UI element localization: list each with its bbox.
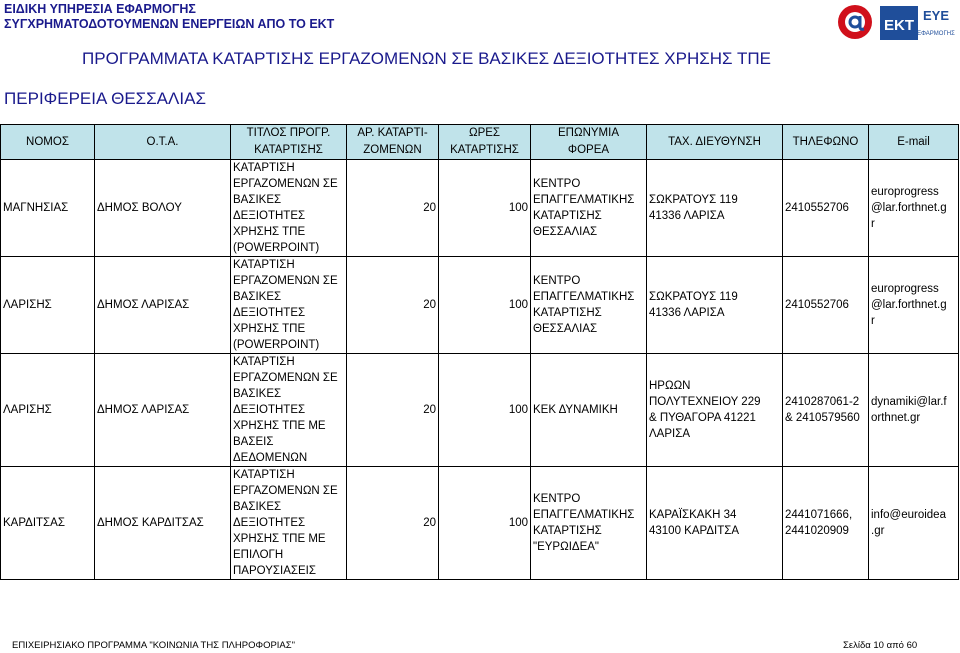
cell-address bbox=[647, 467, 783, 580]
cell-provider-line: ΚΑΤΑΡΤΙΣΗΣ bbox=[533, 307, 602, 319]
cell-title-line: ΠΑΡΟΥΣΙΑΣΕΙΣ bbox=[233, 565, 316, 577]
cell-phone-line: 2410552706 bbox=[785, 299, 849, 311]
cell-title-line: ΧΡΗΣΗΣ ΤΠΕ ΜΕ bbox=[233, 420, 326, 432]
cell-title-line: ΚΑΤΑΡΤΙΣΗ bbox=[233, 259, 295, 271]
cell-email-line: europrogress bbox=[871, 186, 939, 198]
cell-address-line: 41336 ΛΑΡΙΣΑ bbox=[649, 307, 725, 319]
cell-title-line: ΕΡΓΑΖΟΜΕΝΩΝ ΣΕ bbox=[233, 178, 338, 190]
cell-hours: 100 bbox=[439, 354, 531, 467]
cell-address-line: ΛΑΡΙΣΑ bbox=[649, 428, 690, 440]
eye-logo-subtext: ΕΦΑΡΜΟΓΗΣ bbox=[917, 31, 955, 37]
cell-provider-line: ΚΕΝΤΡΟ bbox=[533, 275, 581, 287]
cell-title-line: ΧΡΗΣΗΣ ΤΠΕ bbox=[233, 323, 306, 335]
cell-provider-line: ΘΕΣΣΑΛΙΑΣ bbox=[533, 323, 598, 335]
cell-title-line: ΔΕΞΙΟΤΗΤΕΣ bbox=[233, 404, 306, 416]
cell-provider-line: ΕΠΑΓΓΕΛΜΑΤΙΚΗΣ bbox=[533, 509, 635, 521]
cell-address-line: ΠΟΛΥΤΕΧΝΕΙΟΥ 229 bbox=[649, 396, 761, 408]
footer-page-number: Σελίδα 10 από 60 bbox=[843, 640, 918, 651]
header-email: E-mail bbox=[869, 125, 959, 160]
cell-title-line: ΔΕΞΙΟΤΗΤΕΣ bbox=[233, 307, 306, 319]
cell-nomos: ΛΑΡΙΣΗΣ bbox=[1, 354, 95, 467]
cell-title-line: ΔΕΞΙΟΤΗΤΕΣ bbox=[233, 210, 306, 222]
cell-nomos: ΛΑΡΙΣΗΣ bbox=[1, 257, 95, 354]
cell-title bbox=[231, 257, 347, 354]
cell-trainees: 20 bbox=[347, 160, 439, 257]
cell-email-line: @lar.forthnet.g bbox=[871, 299, 947, 311]
cell-title-line: (POWERPOINT) bbox=[233, 339, 320, 351]
cell-provider-line: ΕΠΑΓΓΕΛΜΑΤΙΚΗΣ bbox=[533, 291, 635, 303]
cell-address-line: ΚΑΡΑΪΣΚΑΚΗ 34 bbox=[649, 509, 737, 521]
header-hours: ΩΡΕΣ ΚΑΤΑΡΤΙΣΗΣ bbox=[439, 125, 531, 160]
cell-email-line: orthnet.gr bbox=[871, 412, 921, 424]
cell-hours: 100 bbox=[439, 257, 531, 354]
cell-trainees: 20 bbox=[347, 354, 439, 467]
cell-email-line: @lar.forthnet.g bbox=[871, 202, 947, 214]
cell-phone bbox=[783, 160, 869, 257]
cell-title-line: ΔΕΔΟΜΕΝΩΝ bbox=[233, 452, 308, 464]
cell-trainees: 20 bbox=[347, 467, 439, 580]
cell-provider-line: ΚΕΝΤΡΟ bbox=[533, 493, 581, 505]
header-nomos: ΝΟΜΟΣ bbox=[1, 125, 95, 160]
cell-provider bbox=[531, 467, 647, 580]
cell-nomos: ΚΑΡΔΙΤΣΑΣ bbox=[1, 467, 95, 580]
cell-title bbox=[231, 467, 347, 580]
cell-title-line: ΒΑΣΙΚΕΣ bbox=[233, 291, 282, 303]
cell-provider-line: ΚΕΚ ΔΥΝΑΜΙΚΗ bbox=[533, 404, 618, 416]
cell-title-line: ΒΑΣΙΚΕΣ bbox=[233, 388, 282, 400]
cell-title bbox=[231, 354, 347, 467]
cell-provider-line: ΘΕΣΣΑΛΙΑΣ bbox=[533, 226, 598, 238]
cell-title-line: ΚΑΤΑΡΤΙΣΗ bbox=[233, 356, 295, 368]
agency-name-line2: ΣΥΓΧΡΗΜΑΤΟΔΟΤΟΥΜΕΝΩΝ ΕΝΕΡΓΕΙΩΝ ΑΠΟ ΤΟ ΕΚΤ bbox=[4, 17, 335, 31]
cell-title-line: (POWERPOINT) bbox=[233, 242, 320, 254]
logo-group bbox=[836, 2, 958, 44]
cell-address-line: ΗΡΩΩΝ bbox=[649, 380, 691, 392]
cell-provider-line: ΚΑΤΑΡΤΙΣΗΣ bbox=[533, 525, 602, 537]
header-trainees: ΑΡ. ΚΑΤΑΡΤΙ- ΖΟΜΕΝΩΝ bbox=[347, 125, 439, 160]
cell-provider-line: ΚΕΝΤΡΟ bbox=[533, 178, 581, 190]
logo-graphics bbox=[836, 2, 958, 44]
cell-provider bbox=[531, 160, 647, 257]
cell-ota: ΔΗΜΟΣ ΒΟΛΟΥ bbox=[95, 160, 231, 257]
cell-provider bbox=[531, 354, 647, 467]
cell-nomos: ΜΑΓΝΗΣΙΑΣ bbox=[1, 160, 95, 257]
cell-phone bbox=[783, 467, 869, 580]
cell-title-line: ΒΑΣΕΙΣ bbox=[233, 436, 274, 448]
cell-address-line: 41336 ΛΑΡΙΣΑ bbox=[649, 210, 725, 222]
cell-email bbox=[869, 257, 959, 354]
cell-address bbox=[647, 160, 783, 257]
header-phone: ΤΗΛΕΦΩΝΟ bbox=[783, 125, 869, 160]
cell-title-line: ΕΠΙΛΟΓΗ bbox=[233, 549, 284, 561]
agency-name-line1: ΕΙΔΙΚΗ ΥΠΗΡΕΣΙΑ ΕΦΑΡΜΟΓΗΣ bbox=[4, 2, 196, 16]
header-title: ΤΙΤΛΟΣ ΠΡΟΓΡ. ΚΑΤΑΡΤΙΣΗΣ bbox=[231, 125, 347, 160]
cell-email-line: r bbox=[871, 218, 875, 230]
table-row bbox=[1, 467, 959, 580]
programs-table bbox=[0, 124, 959, 580]
cell-hours: 100 bbox=[439, 160, 531, 257]
cell-title bbox=[231, 160, 347, 257]
cell-title-line: ΒΑΣΙΚΕΣ bbox=[233, 501, 282, 513]
cell-ota: ΔΗΜΟΣ ΚΑΡΔΙΤΣΑΣ bbox=[95, 467, 231, 580]
cell-provider-line: "ΕΥΡΩΙΔΕΑ" bbox=[533, 541, 599, 553]
header-provider: ΕΠΩΝΥΜΙΑ ΦΟΡΕΑ bbox=[531, 125, 647, 160]
cell-title-line: ΕΡΓΑΖΟΜΕΝΩΝ ΣΕ bbox=[233, 372, 338, 384]
cell-title-line: ΔΕΞΙΟΤΗΤΕΣ bbox=[233, 517, 306, 529]
cell-title-line: ΚΑΤΑΡΤΙΣΗ bbox=[233, 469, 295, 481]
cell-address bbox=[647, 354, 783, 467]
cell-provider-line: ΕΠΑΓΓΕΛΜΑΤΙΚΗΣ bbox=[533, 194, 635, 206]
cell-address-line: 43100 ΚΑΡΔΙΤΣΑ bbox=[649, 525, 740, 537]
cell-phone-line: 2441071666, bbox=[785, 509, 853, 521]
eye-logo-text: ΕΥΕ bbox=[922, 8, 950, 23]
table-row bbox=[1, 354, 959, 467]
cell-phone-line: 2441020909 bbox=[785, 525, 849, 537]
cell-title-line: ΕΡΓΑΖΟΜΕΝΩΝ ΣΕ bbox=[233, 275, 338, 287]
footer-program: ΕΠΙΧΕΙΡΗΣΙΑΚΟ ΠΡΟΓΡΑΜΜΑ "ΚΟΙΝΩΝΙΑ ΤΗΣ ΠΛΗΡΟΦΟΡΙΑΣ" bbox=[12, 640, 296, 651]
cell-email-line: r bbox=[871, 315, 875, 327]
cell-email-line: europrogress bbox=[871, 283, 939, 295]
cell-provider bbox=[531, 257, 647, 354]
header-address: ΤΑΧ. ΔΙΕΥΘΥΝΣΗ bbox=[647, 125, 783, 160]
cell-phone-line: 2410552706 bbox=[785, 202, 849, 214]
cell-address-line: ΣΩΚΡΑΤΟΥΣ 119 bbox=[649, 194, 738, 206]
cell-title-line: ΕΡΓΑΖΟΜΕΝΩΝ ΣΕ bbox=[233, 485, 338, 497]
cell-address-line: ΣΩΚΡΑΤΟΥΣ 119 bbox=[649, 291, 738, 303]
cell-email-line: .gr bbox=[871, 525, 885, 537]
cell-address-line: & ΠΥΘΑΓΟΡΑ 41221 bbox=[649, 412, 756, 424]
table-row bbox=[1, 257, 959, 354]
table-header-row bbox=[1, 125, 959, 160]
cell-ota: ΔΗΜΟΣ ΛΑΡΙΣΑΣ bbox=[95, 354, 231, 467]
region-title: ΠΕΡΙΦΕΡΕΙΑ ΘΕΣΣΑΛΙΑΣ bbox=[4, 89, 206, 108]
cell-email bbox=[869, 354, 959, 467]
table-row bbox=[1, 160, 959, 257]
cell-trainees: 20 bbox=[347, 257, 439, 354]
cell-phone bbox=[783, 354, 869, 467]
cell-address bbox=[647, 257, 783, 354]
page-title: ΠΡΟΓΡΑΜΜΑΤΑ ΚΑΤΑΡΤΙΣΗΣ ΕΡΓΑΖΟΜΕΝΩΝ ΣΕ ΒΑΣΙΚΕΣ ΔΕΞΙΟΤΗΤΕΣ ΧΡΗΣΗΣ ΤΠΕ bbox=[82, 49, 771, 68]
cell-phone-line: & 2410579560 bbox=[785, 412, 860, 424]
cell-title-line: ΧΡΗΣΗΣ ΤΠΕ ΜΕ bbox=[233, 533, 326, 545]
cell-title-line: ΚΑΤΑΡΤΙΣΗ bbox=[233, 162, 295, 174]
cell-ota: ΔΗΜΟΣ ΛΑΡΙΣΑΣ bbox=[95, 257, 231, 354]
cell-email-line: dynamiki@lar.f bbox=[871, 396, 947, 408]
cell-hours: 100 bbox=[439, 467, 531, 580]
cell-email bbox=[869, 467, 959, 580]
cell-email-line: info@euroidea bbox=[871, 509, 946, 521]
cell-title-line: ΒΑΣΙΚΕΣ bbox=[233, 194, 282, 206]
cell-provider-line: ΚΑΤΑΡΤΙΣΗΣ bbox=[533, 210, 602, 222]
header-ota: Ο.Τ.Α. bbox=[95, 125, 231, 160]
cell-phone bbox=[783, 257, 869, 354]
cell-title-line: ΧΡΗΣΗΣ ΤΠΕ bbox=[233, 226, 306, 238]
cell-email bbox=[869, 160, 959, 257]
cell-phone-line: 2410287061-2 bbox=[785, 396, 860, 408]
ekt-logo-text: ΕΚΤ bbox=[884, 17, 914, 34]
